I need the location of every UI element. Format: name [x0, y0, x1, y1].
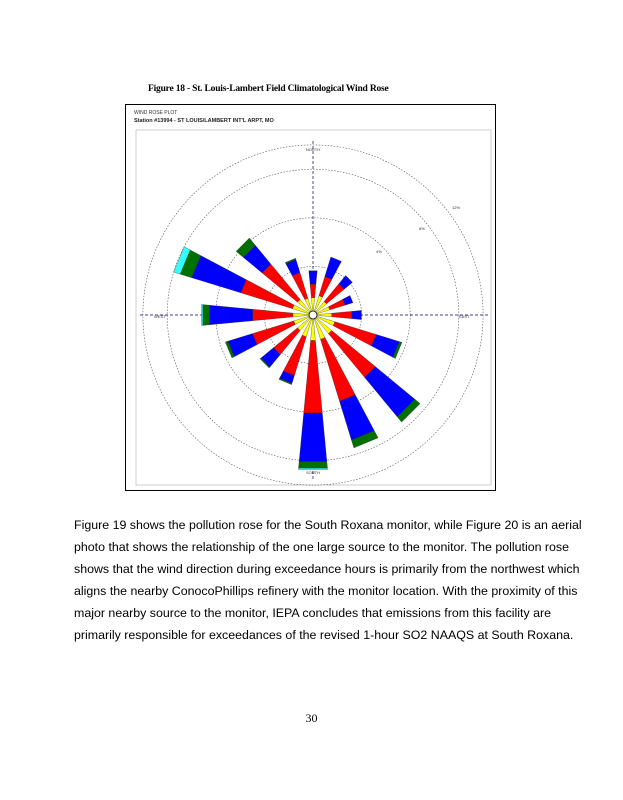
- petal-292.5-band-2: [192, 256, 246, 293]
- figure-caption: Figure 18 - St. Louis-Lambert Field Climatological Wind Rose: [148, 84, 389, 94]
- page-number: 30: [305, 711, 318, 725]
- plot-title: WIND ROSE PLOT: [134, 110, 178, 116]
- body-line-5: major nearby source to the monitor, IEPA concludes that emissions from this facility are: [74, 606, 552, 620]
- calm-circle: [309, 311, 317, 319]
- petal-270-band-2: [210, 305, 253, 325]
- body-line-1: Figure 19 shows the pollution rose for the South Roxana monitor, while Figure 20 is an aerial: [74, 518, 582, 532]
- body-line-2: photo that shows the relationship of the one large source to the monitor. The pollution rose: [74, 540, 570, 554]
- petal-0-band-0: [311, 298, 314, 311]
- body-line-4: aligns the nearby ConocoPhillips refinery with the monitor location. With the proximity of this: [74, 584, 578, 598]
- petal-180-band-3: [299, 461, 328, 468]
- north-label: NORTH: [305, 147, 321, 152]
- petal-180-band-1: [304, 340, 323, 413]
- petal-22.5-band-2: [325, 257, 342, 279]
- petal-0-band-1: [310, 284, 316, 297]
- petal-270-band-0: [293, 313, 309, 317]
- petal-270-band-1: [253, 309, 293, 320]
- petal-90-band-2: [352, 310, 361, 319]
- west-label: WEST: [154, 314, 166, 319]
- petal-180-band-2: [299, 413, 327, 461]
- petal-67.5-band-1: [328, 299, 345, 310]
- petal-22.5-band-1: [319, 276, 332, 297]
- body-paragraph: [74, 514, 594, 646]
- south-label: SOUTH: [306, 470, 320, 475]
- body-line-6: primarily responsible for exceedances of the revised 1-hour SO2 NAAQS at South Roxana.: [74, 628, 574, 642]
- ring-label-1: 4%: [376, 249, 382, 254]
- petal-90-band-0: [317, 313, 332, 317]
- petal-90-band-1: [332, 311, 352, 318]
- ring-label-2: 8%: [419, 226, 425, 231]
- east-label: EAST: [459, 314, 470, 319]
- body-line-3: shows that the wind direction during exceedance hours is primarily from the northwest which: [74, 562, 580, 576]
- petals: [174, 238, 420, 469]
- petal-270-band-4: [202, 304, 203, 325]
- petal-292.5: [174, 247, 310, 314]
- station-label: Station #13994 - ST LOUIS/LAMBERT INT'L ARPT, MO: [134, 118, 274, 124]
- wind-rose-chart: [126, 105, 495, 490]
- petal-270-band-3: [203, 305, 210, 326]
- petal-180-band-0: [311, 319, 316, 341]
- ring-label-3: 12%: [452, 205, 461, 210]
- wind-rose-figure: [125, 104, 496, 491]
- petal-0-band-2: [309, 271, 317, 284]
